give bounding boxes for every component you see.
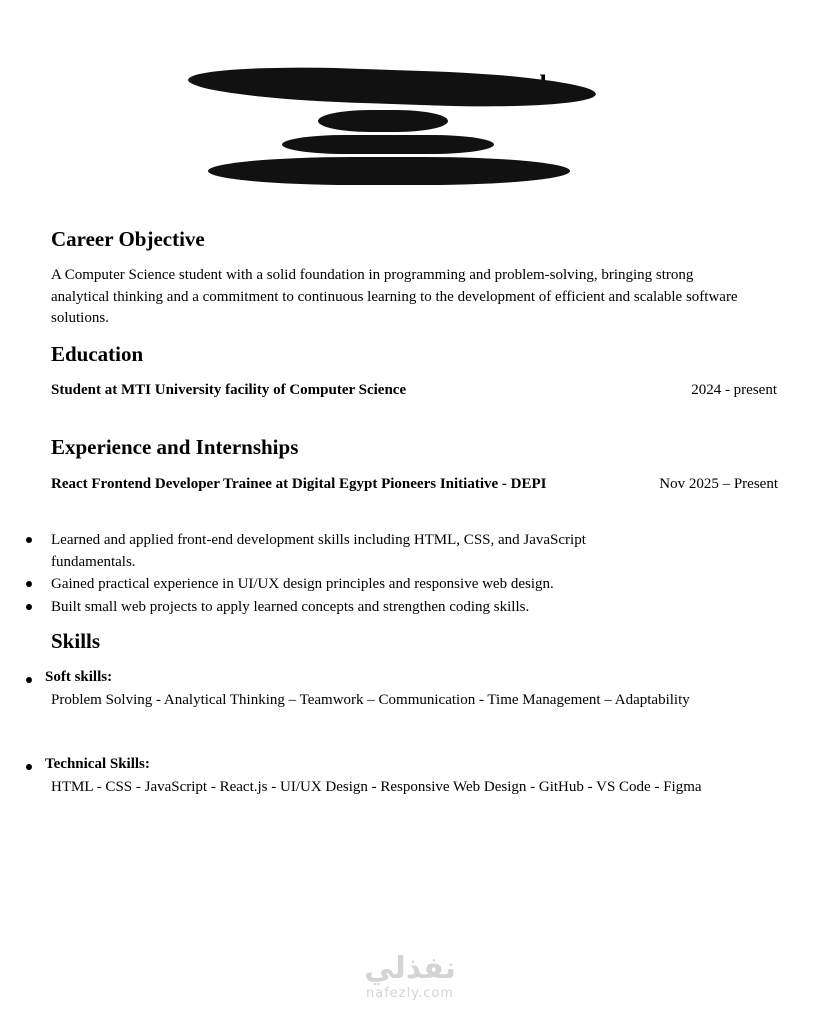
technical-skills-text: HTML - CSS - JavaScript - React.js - UI/UX Design - Responsive Web Design - GitHub - VS Code - Figma — [51, 779, 702, 795]
soft-skills-text: Problem Solving - Analytical Thinking – Teamwork – Communication - Time Management – Adaptability — [51, 692, 690, 708]
watermark-latin: nafezly.com — [366, 986, 454, 1001]
experience-date: Nov 2025 – Present — [659, 476, 778, 492]
experience-bullet-text: Built small web projects to apply learned concepts and strengthen coding skills. — [51, 599, 530, 615]
career-objective-heading: Career Objective — [51, 227, 205, 251]
education-title: Student at MTI University facility of Computer Science — [51, 382, 407, 398]
experience-title: React Frontend Developer Trainee at Digital Egypt Pioneers Initiative - DEPI — [51, 476, 547, 492]
bullet-icon — [26, 581, 32, 587]
email-redaction — [282, 135, 494, 154]
experience-bullet-text: Gained practical experience in UI/UX design principles and responsive web design. — [51, 576, 554, 592]
bullet-icon — [26, 537, 32, 543]
bullet-icon — [26, 677, 32, 683]
experience-bullet-text: Learned and applied front-end development skills including HTML, CSS, and JavaScript fundamentals. — [51, 532, 586, 570]
phone-redaction — [318, 110, 448, 132]
experience-heading: Experience and Internships — [51, 435, 299, 459]
soft-skills-label: Soft skills: — [45, 669, 113, 685]
skills-heading: Skills — [51, 629, 101, 653]
bullet-icon — [26, 764, 32, 770]
technical-skills-label: Technical Skills: — [45, 756, 150, 772]
watermark-arabic: نفذلي — [364, 951, 456, 986]
nafezly-watermark — [340, 952, 480, 1001]
education-heading: Education — [51, 342, 144, 366]
career-objective-text: A Computer Science student with a solid foundation in programming and problem-solving, bringing strong analytical thinking and a commitment to continuous learning to the development of efficient and scalable software solutions. — [51, 267, 738, 326]
bullet-icon — [26, 604, 32, 610]
education-date: 2024 - present — [691, 382, 777, 398]
linkedin-redaction — [208, 157, 570, 185]
